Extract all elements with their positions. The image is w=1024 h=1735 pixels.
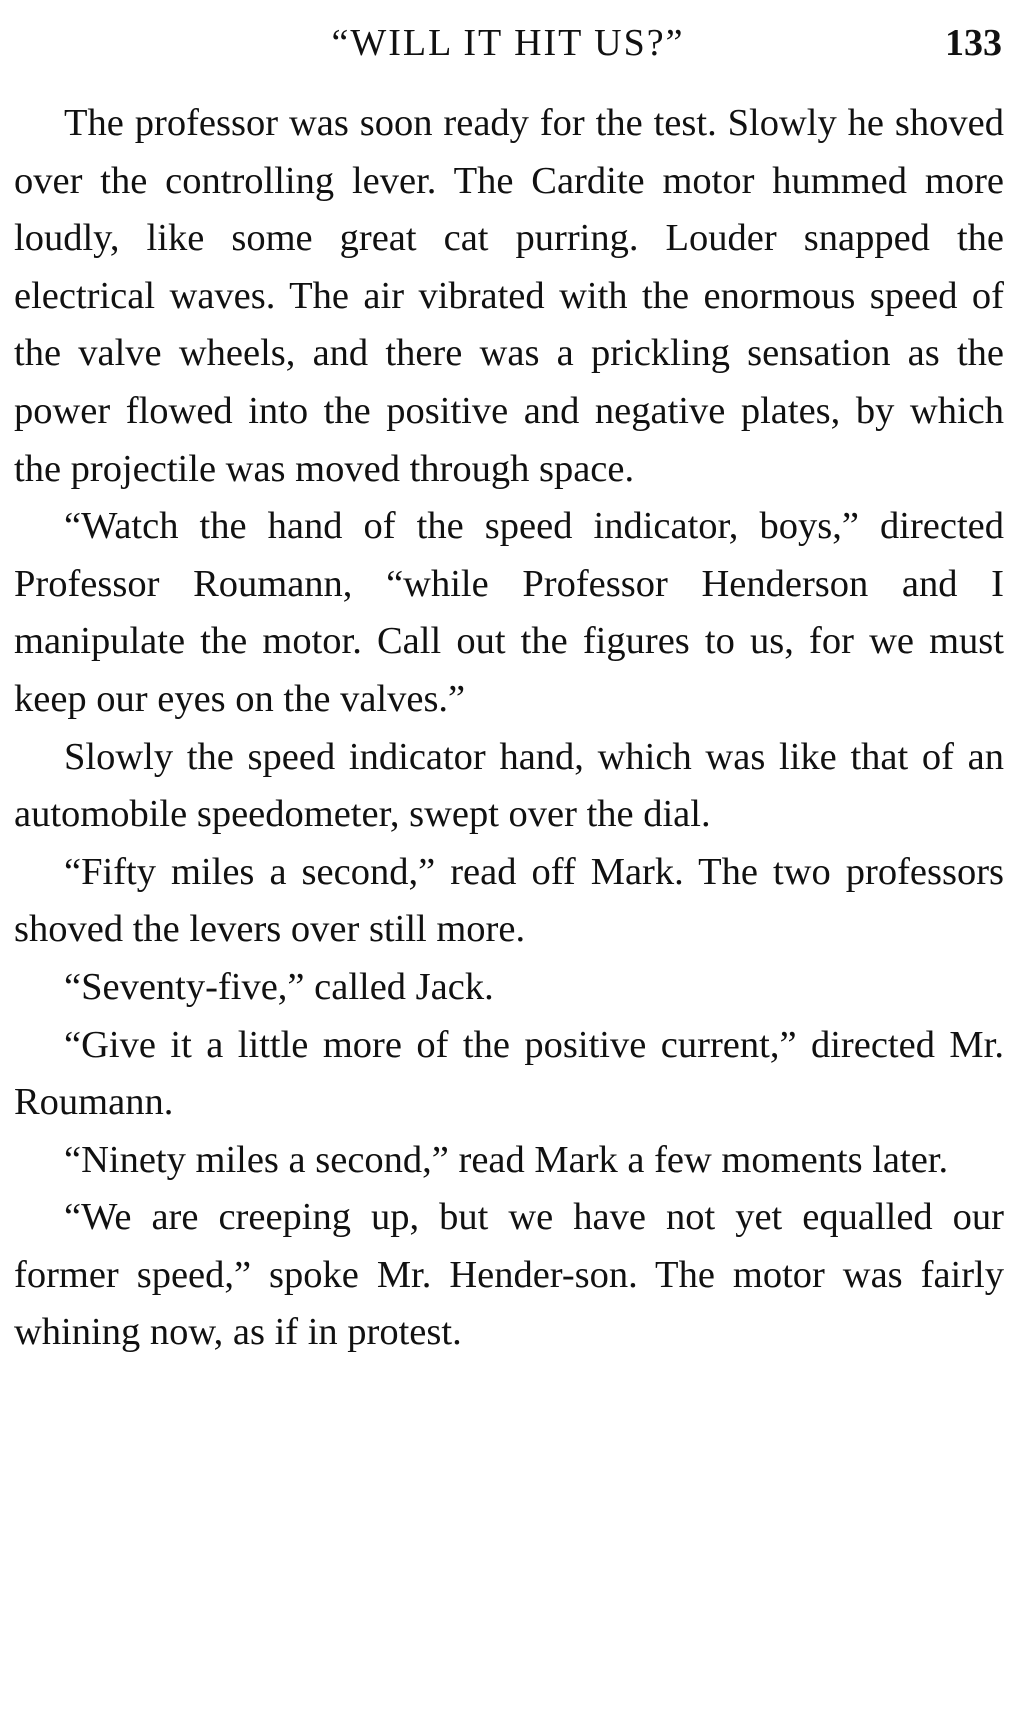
paragraph: “Ninety miles a second,” read Mark a few moments later. (64, 1138, 949, 1181)
chapter-title: “WILL IT HIT US?” (331, 22, 685, 64)
paragraph: “We are creeping up, but we have not yet equalled our former speed,” spoke Mr. Hender-son. The motor was fairly whining now, as if in protest. (14, 1196, 1004, 1354)
paragraph: “Give it a little more of the positive current,” directed Mr. Roumann. (14, 1023, 1004, 1124)
body-text (14, 95, 1004, 1362)
paragraph: The professor was soon ready for the test. Slowly he shoved over the controlling lever. The Cardite motor hummed more loudly, like some great cat purring. Louder snapped the electrical waves. The air vibrated with the enormous speed of the valve wheels, and there was a prickling sensation as the power flowed into the positive and negative plates, by which the projectile was moved through space. (14, 102, 1004, 490)
paragraph: “Watch the hand of the speed indicator, boys,” directed Professor Roumann, “while Professor Henderson and I manipulate the motor. Call out the figures to us, for we must keep our eyes on the valves.” (14, 505, 1004, 720)
running-head (14, 18, 1002, 68)
paragraph: “Fifty miles a second,” read off Mark. The two professors shoved the levers over still more. (14, 850, 1004, 951)
page-number: 133 (945, 22, 1002, 64)
paragraph: Slowly the speed indicator hand, which was like that of an automobile speedometer, swept over the dial. (14, 735, 1004, 836)
paragraph: “Seventy-five,” called Jack. (64, 965, 494, 1008)
